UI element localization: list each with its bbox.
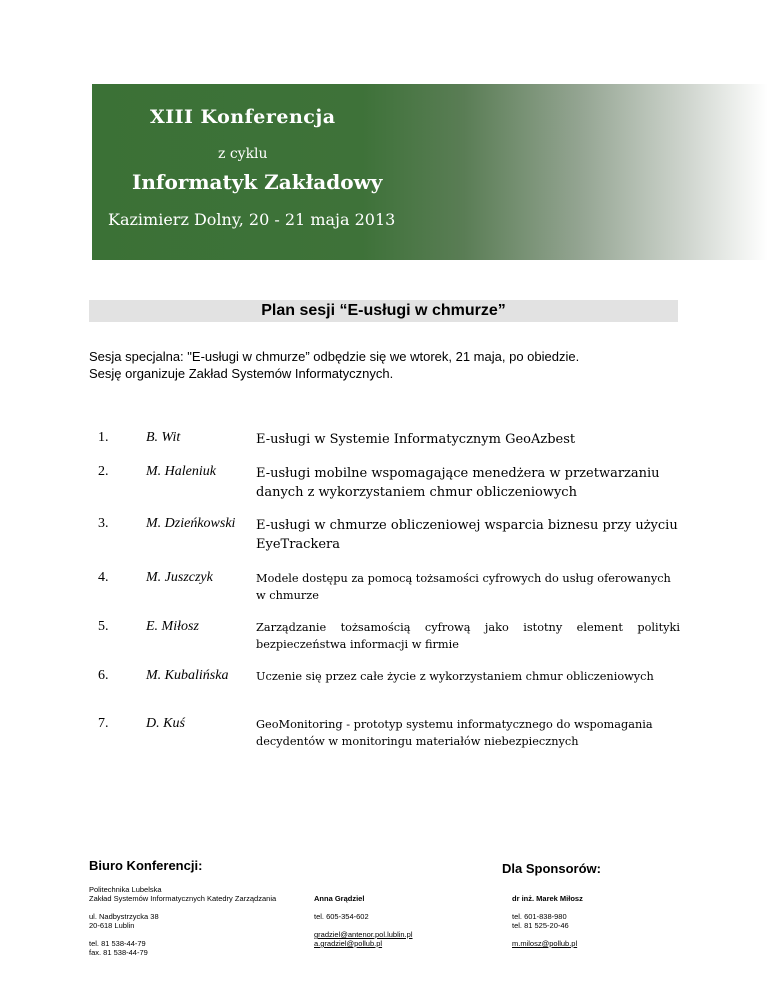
office-phone: tel. 81 538-44-79 bbox=[89, 939, 146, 948]
agenda-title: GeoMonitoring - prototyp systemu informatycznego do wspomagania decydentów w monitoringu materiałów niebezpiecznych bbox=[256, 718, 653, 748]
contact-email-link[interactable]: a.gradziel@pollub.pl bbox=[314, 939, 383, 948]
contact-gradziel bbox=[314, 894, 413, 948]
agenda-number: 2. bbox=[98, 464, 109, 479]
agenda-title: E-usługi mobilne wspomagające menedżera w przetwarzaniu danych z wykorzystaniem chmur obliczeniowych bbox=[256, 466, 660, 500]
intro-line: Sesja specjalna: "E-usługi w chmurze” odbędzie się we wtorek, 21 maja, po obiedzie. bbox=[89, 349, 580, 364]
agenda-number: 4. bbox=[98, 570, 109, 585]
session-intro bbox=[89, 348, 709, 382]
office-heading: Biuro Konferencji: bbox=[89, 858, 203, 873]
agenda-number: 1. bbox=[98, 430, 109, 445]
agenda-author: E. Miłosz bbox=[146, 619, 199, 634]
sponsors-heading: Dla Sponsorów: bbox=[502, 861, 601, 876]
office-address bbox=[89, 885, 276, 957]
contact-email-link[interactable]: m.milosz@pollub.pl bbox=[512, 939, 578, 948]
agenda-author: M. Juszczyk bbox=[146, 570, 213, 585]
agenda-number: 3. bbox=[98, 516, 109, 531]
org-department: Zakład Systemów Informatycznych Katedry Zarządzania bbox=[89, 894, 277, 903]
agenda-author: M. Haleniuk bbox=[146, 464, 216, 479]
agenda-author: B. Wit bbox=[146, 430, 181, 445]
intro-line: Sesję organizuje Zakład Systemów Informatycznych. bbox=[89, 366, 394, 381]
agenda-title: Zarządzanie tożsamością cyfrową jako istotny element polityki bezpieczeństwa informacji w firmie bbox=[256, 621, 680, 651]
banner-place-date: Kazimierz Dolny, 20 - 21 maja 2013 bbox=[108, 210, 396, 229]
city-address: 20-618 Lublin bbox=[89, 921, 135, 930]
contact-name: dr inż. Marek Miłosz bbox=[512, 894, 583, 903]
agenda-title: E-usługi w chmurze obliczeniowej wsparcia biznesu przy użyciu EyeTrackera bbox=[256, 518, 678, 552]
agenda-title: Uczenie się przez całe życie z wykorzystaniem chmur obliczeniowych bbox=[256, 670, 654, 683]
session-heading: Plan sesji “E-usługi w chmurze” bbox=[89, 300, 678, 322]
contact-phone: tel. 81 525-20-46 bbox=[512, 921, 569, 930]
agenda-number: 7. bbox=[98, 716, 109, 731]
agenda-author: M. Kubalińska bbox=[146, 668, 229, 683]
conference-banner bbox=[92, 84, 768, 260]
contact-phone: tel. 601-838-980 bbox=[512, 912, 567, 921]
contact-phone: tel. 605-354-602 bbox=[314, 912, 369, 921]
agenda-author: M. Dzieńkowski bbox=[146, 516, 236, 531]
banner-title: XIII Konferencja bbox=[150, 106, 336, 128]
contact-name: Anna Grądziel bbox=[314, 894, 365, 903]
office-fax: fax. 81 538-44-79 bbox=[89, 948, 148, 957]
street-address: ul. Nadbystrzycka 38 bbox=[89, 912, 159, 921]
banner-subtitle: z cyklu bbox=[218, 146, 268, 162]
agenda-number: 6. bbox=[98, 668, 109, 683]
banner-series-name: Informatyk Zakładowy bbox=[132, 170, 383, 194]
agenda-author: D. Kuś bbox=[146, 716, 185, 731]
org-name: Politechnika Lubelska bbox=[89, 885, 162, 894]
contact-milosz bbox=[512, 894, 583, 948]
agenda-title: Modele dostępu za pomocą tożsamości cyfrowych do usług oferowanych w chmurze bbox=[256, 572, 671, 602]
contact-email-link[interactable]: gradziel@antenor.pol.lublin.pl bbox=[314, 930, 413, 939]
agenda-title: E-usługi w Systemie Informatycznym GeoAzbest bbox=[256, 432, 576, 447]
agenda-number: 5. bbox=[98, 619, 109, 634]
